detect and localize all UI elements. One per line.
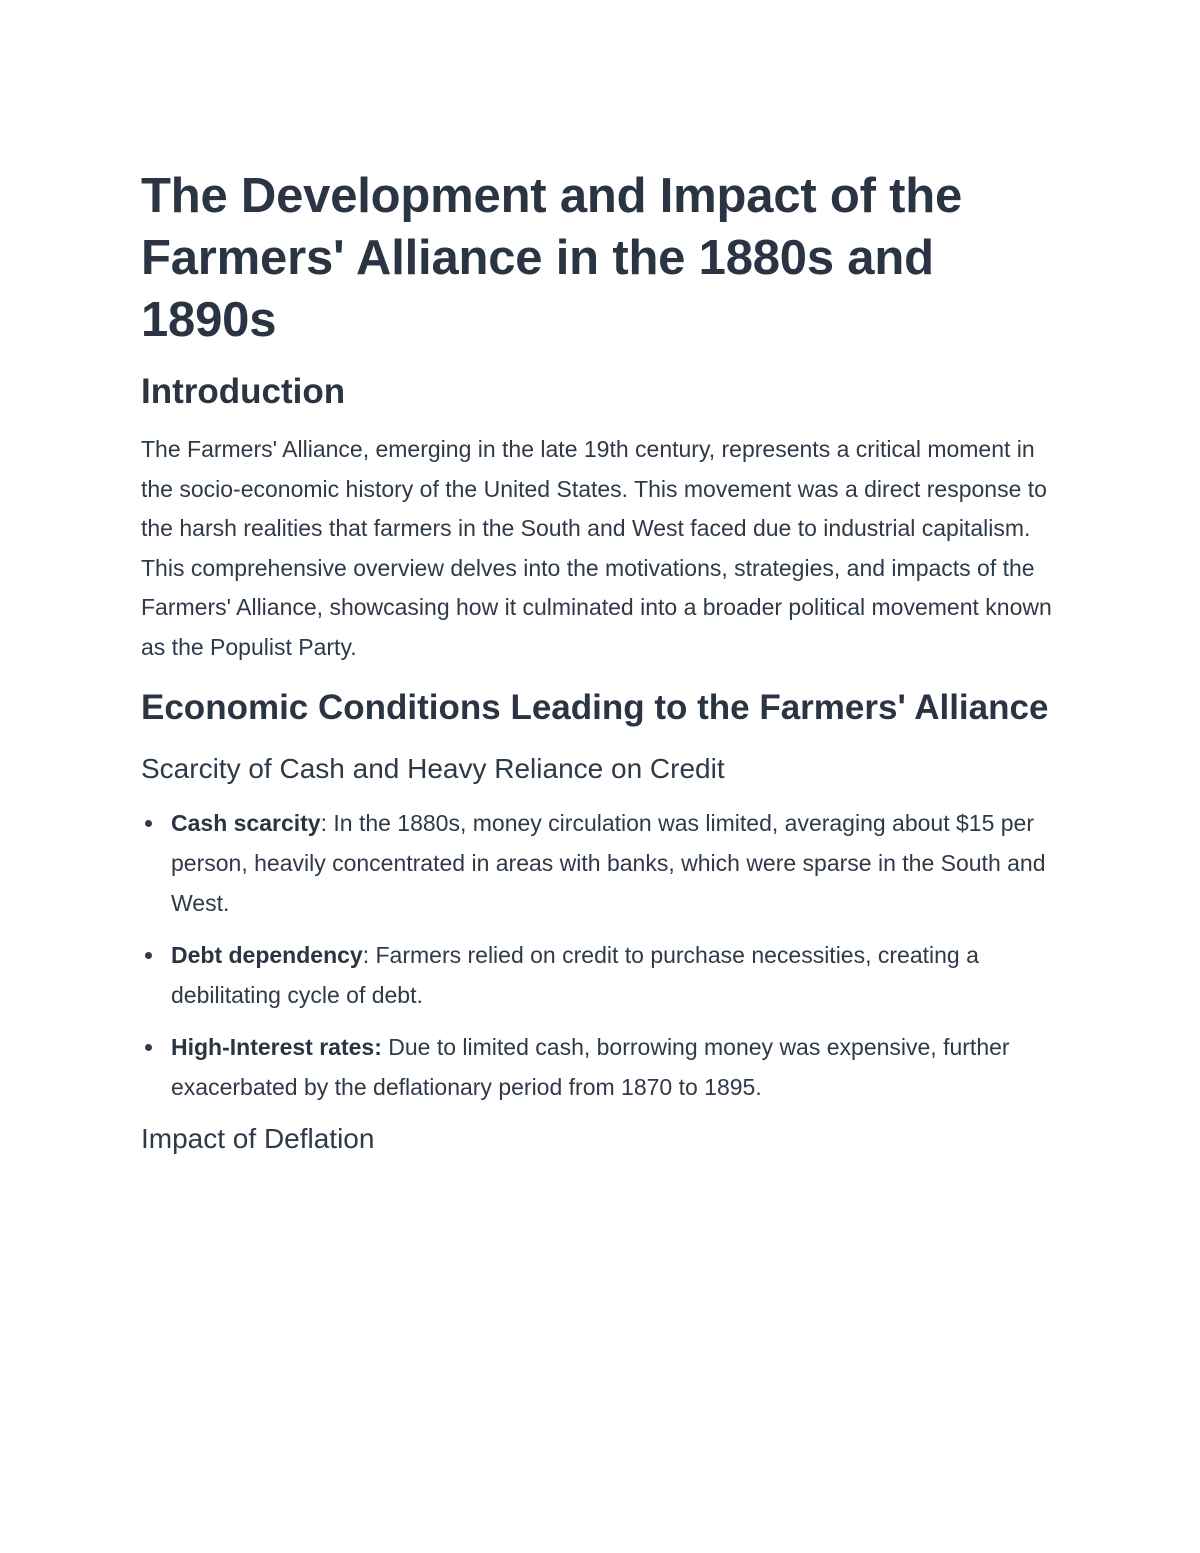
- economic-conditions-heading: Economic Conditions Leading to the Farmers' Alliance: [141, 688, 1049, 727]
- deflation-subheading: Impact of Deflation: [141, 1123, 375, 1154]
- list-item: [141, 1027, 1061, 1107]
- bullet-icon: [145, 820, 152, 827]
- document-title: The Development and Impact of the Farmers' Alliance in the 1880s and 1890s: [141, 169, 963, 347]
- bullet-icon: [145, 952, 152, 959]
- cash-credit-list: [141, 803, 1061, 1107]
- document-page: [141, 165, 1061, 1159]
- list-item-text: Due to limited cash, borrowing money was expensive, further exacerbated by the deflationary period from 1870 to 1895.: [171, 1034, 1010, 1100]
- list-item-term: Cash scarcity: [171, 810, 321, 836]
- list-item-text: : In the 1880s, money circulation was limited, averaging about $15 per person, heavily concentrated in areas with banks, which were sparse in the South and West.: [171, 810, 1046, 916]
- introduction-heading: Introduction: [141, 372, 346, 411]
- list-item-term: Debt dependency: [171, 942, 363, 968]
- cash-credit-subheading: Scarcity of Cash and Heavy Reliance on Credit: [141, 753, 725, 784]
- list-item-text: : Farmers relied on credit to purchase necessities, creating a debilitating cycle of debt.: [171, 942, 979, 1008]
- introduction-paragraph: The Farmers' Alliance, emerging in the late 19th century, represents a critical moment in the socio-economic history of the United States. This movement was a direct response to the harsh realities that farmers in the South and West faced due to industrial capitalism. This comprehensive overview delves into the motivations, strategies, and impacts of the Farmers' Alliance, showcasing how it culminated into a broader political movement known as the Populist Party.: [141, 436, 1052, 660]
- list-item: [141, 803, 1061, 923]
- list-item: [141, 935, 1061, 1015]
- list-item-term: High-Interest rates:: [171, 1034, 382, 1060]
- bullet-icon: [145, 1044, 152, 1051]
